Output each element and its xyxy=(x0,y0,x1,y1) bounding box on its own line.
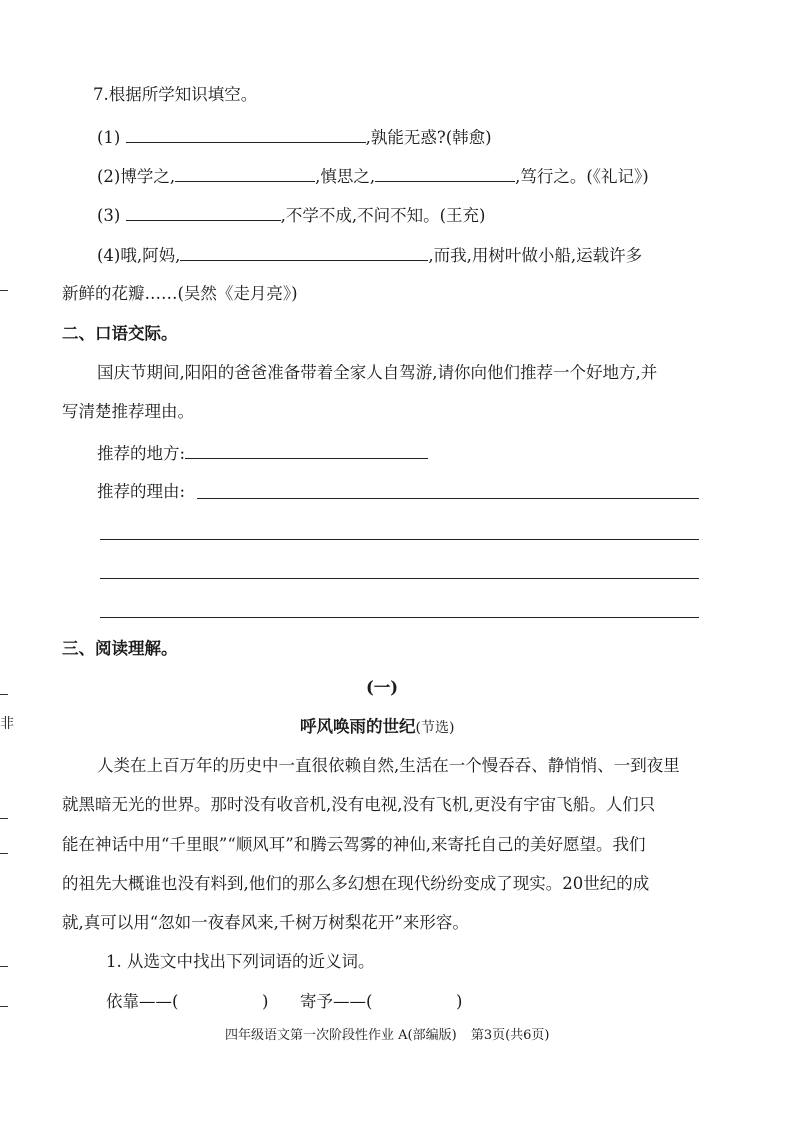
margin-glyph: 非 xyxy=(0,716,14,732)
close-paren: ) xyxy=(456,992,463,1011)
section-3-heading: 三、阅读理解。 xyxy=(62,639,178,658)
item-number: (2) xyxy=(97,167,121,186)
item-number: (1) xyxy=(97,128,121,147)
reason-line[interactable] xyxy=(197,498,699,499)
reason-line[interactable] xyxy=(100,617,699,618)
synonym-answer-2[interactable] xyxy=(380,991,456,1013)
passage-line: 就,真可以用“忽如一夜春风来,千树万树梨花开”来形容。 xyxy=(62,913,469,932)
q7-item-3 xyxy=(97,204,486,227)
item-text: ,慎思之, xyxy=(315,167,376,186)
article-title-row xyxy=(300,716,454,739)
reason-line[interactable] xyxy=(100,539,699,540)
q7-item-2 xyxy=(97,165,649,188)
section-2-prompt-line-1: 国庆节期间,阳阳的爸爸准备带着全家人自驾游,请你向他们推荐一个好地方,并 xyxy=(97,363,658,382)
article-note: (节选) xyxy=(415,720,455,736)
answer-blank[interactable] xyxy=(375,165,515,182)
reason-line[interactable] xyxy=(100,578,699,579)
item-text: ,孰能无惑?(韩愈) xyxy=(365,128,492,147)
answer-blank[interactable] xyxy=(175,165,315,182)
synonym-word: 依靠——( xyxy=(106,992,179,1011)
item-number: (4) xyxy=(97,246,121,265)
recommend-reason-label: 推荐的理由: xyxy=(97,482,186,501)
reading-part-label: (一) xyxy=(366,678,399,697)
close-paren: ) xyxy=(262,992,269,1011)
answer-blank[interactable] xyxy=(180,244,428,261)
margin-mark xyxy=(0,290,8,291)
passage-line: 就黑暗无光的世界。那时没有收音机,没有电视,没有飞机,更没有宇宙飞船。人们只 xyxy=(62,795,656,814)
recommend-place-label: 推荐的地方: xyxy=(97,444,186,463)
synonym-answer-1[interactable] xyxy=(186,991,262,1013)
answer-blank[interactable] xyxy=(126,126,366,143)
synonym-item-2 xyxy=(300,991,372,1013)
answer-blank[interactable] xyxy=(126,204,281,221)
margin-mark xyxy=(0,818,8,819)
margin-mark xyxy=(0,1006,8,1007)
article-title: 呼风唤雨的世纪 xyxy=(300,717,416,736)
item-text: ,笃行之。(《礼记》) xyxy=(515,167,649,186)
passage-line: 人类在上百万年的历史中一直很依赖自然,生活在一个慢吞吞、静悄悄、一到夜里 xyxy=(97,756,680,775)
section-2-prompt-line-2: 写清楚推荐理由。 xyxy=(62,402,194,421)
q7-item-4 xyxy=(97,244,642,267)
recommend-place-blank[interactable] xyxy=(185,442,428,459)
item-text: 哦,阿妈, xyxy=(120,246,181,265)
passage-line: 能在神话中用“千里眼”“顺风耳”和腾云驾雾的神仙,来寄托自己的美好愿望。我们 xyxy=(62,835,646,854)
synonym-word: 寄予——( xyxy=(300,992,373,1011)
recommend-place-row xyxy=(97,442,428,465)
synonym-item-1 xyxy=(106,991,178,1013)
section-2-heading: 二、口语交际。 xyxy=(62,324,178,343)
page-footer xyxy=(225,1025,550,1047)
recommend-reason-row xyxy=(97,481,185,503)
reading-question-1: 1. 从选文中找出下列词语的近义词。 xyxy=(106,952,375,971)
item-text: ,不学不成,不问不知。(王充) xyxy=(280,206,486,225)
passage-line: 的祖先大概谁也没有料到,他们的那么多幻想在现代纷纷变成了现实。20世纪的成 xyxy=(62,874,650,893)
margin-mark xyxy=(0,853,8,854)
q7-item-4-continued: 新鲜的花瓣……(吴然《走月亮》) xyxy=(62,284,298,303)
footer-title: 四年级语文第一次阶段性作业 A(部编版) xyxy=(225,1028,457,1043)
q7-item-1 xyxy=(97,126,492,149)
margin-mark xyxy=(0,694,8,695)
item-text: ,而我,用树叶做小船,运载许多 xyxy=(428,246,643,265)
item-number: (3) xyxy=(97,206,121,225)
question-7-title: 7.根据所学知识填空。 xyxy=(93,85,258,104)
footer-page-number: 第3页(共6页) xyxy=(470,1028,550,1043)
item-text: 博学之, xyxy=(120,167,176,186)
margin-mark xyxy=(0,966,8,967)
